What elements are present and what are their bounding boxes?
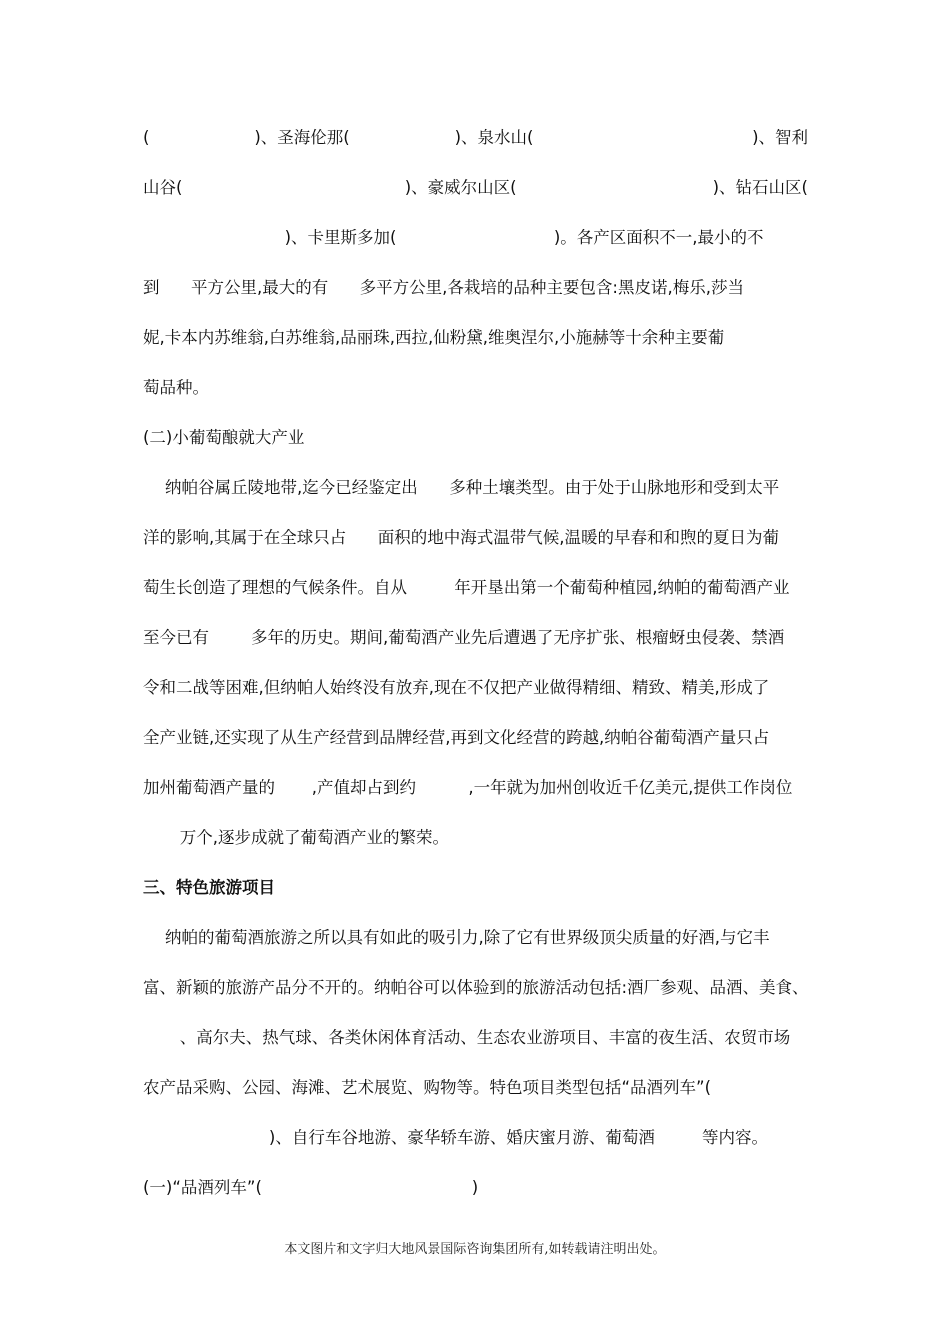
section-2-heading: (二)小葡萄酿就大产业 <box>143 428 305 447</box>
regions-line-6: 萄品种。 <box>143 378 209 397</box>
tourism-line-4: 农产品采购、公园、海滩、艺术展览、购物等。特色项目类型包括“品酒列车”( <box>143 1078 712 1097</box>
industry-line-5: 令和二战等困难,但纳帕人始终没有放弃,现在不仅把产业做得精细、精致、精美,形成了 <box>143 678 770 697</box>
industry-line-7: 加州葡萄酒产量的 ,产值却占到约 ,一年就为加州创收近千亿美元,提供工作岗位 <box>143 778 793 797</box>
regions-line-1: ( )、圣海伦那( )、泉水山( )、智利 <box>143 128 808 147</box>
tourism-line-3: 、高尔夫、热气球、各类休闲体育活动、生态农业游项目、丰富的夜生活、农贸市场 <box>143 1028 791 1047</box>
regions-line-3: )、卡里斯多加( )。各产区面积不一,最小的不 <box>143 228 764 247</box>
industry-line-4: 至今已有 多年的历史。期间,葡萄酒产业先后遭遇了无序扩张、根瘤蚜虫侵袭、禁酒 <box>143 628 785 647</box>
industry-line-1: 纳帕谷属丘陵地带,迄今已经鉴定出 多种土壤类型。由于处于山脉地形和受到太平 <box>165 478 780 497</box>
regions-line-5: 妮,卡本内苏维翁,白苏维翁,品丽珠,西拉,仙粉黛,维奥涅尔,小施赫等十余种主要葡 <box>143 328 725 347</box>
subsection-1-heading: (一)“品酒列车”( ) <box>143 1178 479 1197</box>
section-3-heading: 三、特色旅游项目 <box>143 878 275 897</box>
industry-line-3: 萄生长创造了理想的气候条件。自从 年开垦出第一个葡萄种植园,纳帕的葡萄酒产业 <box>143 578 790 597</box>
tourism-line-2: 富、新颖的旅游产品分不开的。纳帕谷可以体验到的旅游活动包括:酒厂参观、品酒、美食、 <box>143 978 809 997</box>
regions-line-2: 山谷( )、豪威尔山区( )、钻石山区( <box>143 178 808 197</box>
tourism-line-1: 纳帕的葡萄酒旅游之所以具有如此的吸引力,除了它有世界级顶尖质量的好酒,与它丰 <box>165 928 770 947</box>
copyright-footer: 本文图片和文字归大地风景国际咨询集团所有,如转载请注明出处。 <box>284 1242 666 1257</box>
regions-line-4: 到 平方公里,最大的有 多平方公里,各栽培的品种主要包含:黑皮诺,梅乐,莎当 <box>143 278 744 297</box>
industry-line-6: 全产业链,还实现了从生产经营到品牌经营,再到文化经营的跨越,纳帕谷葡萄酒产量只占 <box>143 728 770 747</box>
industry-line-2: 洋的影响,其属于在全球只占 面积的地中海式温带气候,温暖的早春和和煦的夏日为葡 <box>143 528 779 547</box>
industry-line-8: 万个,逐步成就了葡萄酒产业的繁荣。 <box>143 828 449 847</box>
tourism-line-5: )、自行车谷地游、豪华轿车游、婚庆蜜月游、葡萄酒 等内容。 <box>143 1128 769 1147</box>
